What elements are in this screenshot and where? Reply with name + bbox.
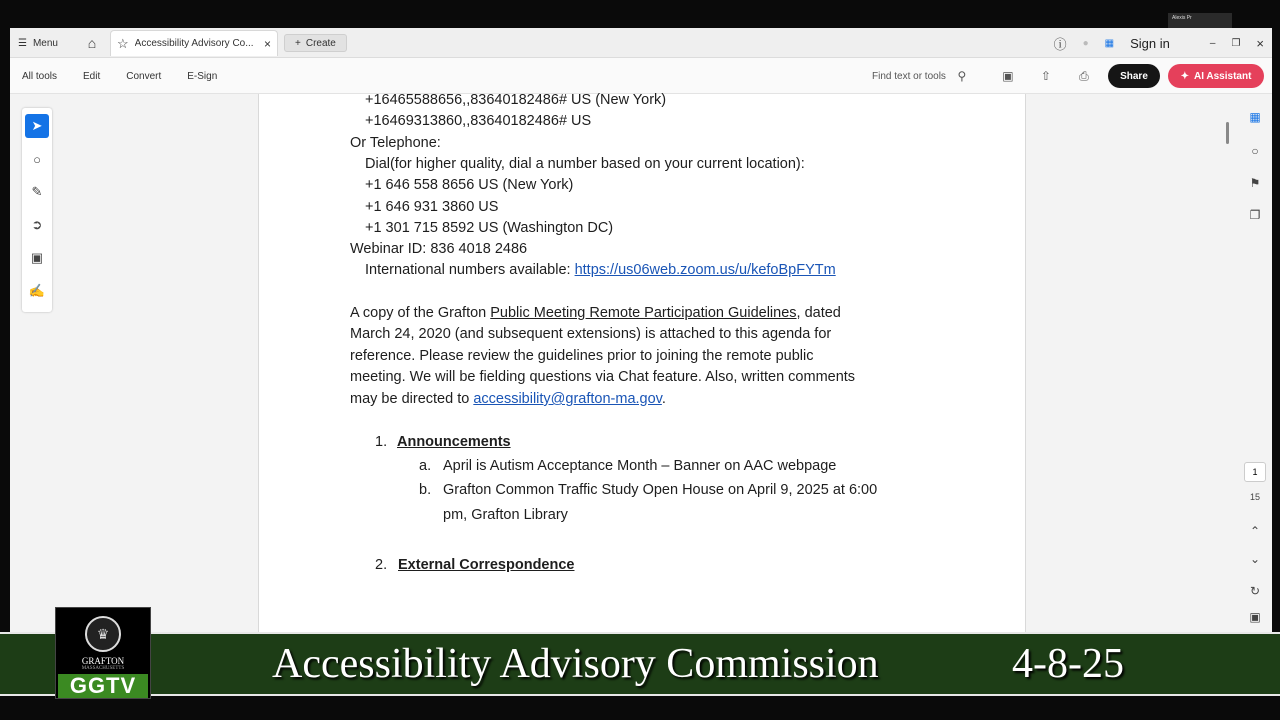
dial-instructions: Dial(for higher quality, dial a number based on your current location): <box>365 156 805 172</box>
agenda-item-1-title: Announcements <box>397 434 511 450</box>
broadcast-banner <box>0 632 1280 696</box>
restore-icon[interactable]: ❐ <box>1231 37 1241 49</box>
total-pages: 15 <box>1249 492 1260 502</box>
comment-icon[interactable]: ○ <box>33 151 41 167</box>
search-icon[interactable]: ⚲ <box>957 69 967 83</box>
close-window-icon[interactable]: × <box>1256 35 1264 51</box>
broadcast-date: 4-8-25 <box>1012 641 1124 687</box>
dial-number-1: +16465588656,,83640182486# US (New York) <box>365 92 667 108</box>
p5-suffix: . <box>661 391 666 407</box>
phone-number-1: +1 646 558 8656 US (New York) <box>365 177 574 193</box>
ggtv-logo <box>55 607 151 699</box>
p1-prefix: A copy of the Grafton <box>350 305 491 321</box>
chevron-up-icon[interactable]: ⌃ <box>1249 524 1261 538</box>
home-button[interactable] <box>82 28 102 58</box>
plus-icon: + <box>295 37 301 49</box>
paragraph-line-3: reference. Please review the guidelines prior to joining the remote public <box>350 348 814 364</box>
save-icon[interactable]: ▣ <box>1002 69 1014 83</box>
menu-label: Menu <box>32 37 58 49</box>
agenda-item-1-number: 1. <box>375 434 388 450</box>
logo-state-name: MASSACHUSETTS <box>81 666 125 671</box>
p5-prefix: may be directed to <box>350 391 474 407</box>
esign-menu[interactable]: E-Sign <box>187 70 218 82</box>
tools-menu <box>22 58 217 94</box>
phone-number-3: +1 301 715 8592 US (Washington DC) <box>365 220 614 236</box>
broadcast-title: Accessibility Advisory Commission <box>272 641 879 687</box>
draw-lasso-icon[interactable]: ➲ <box>31 217 43 232</box>
select-cursor-icon[interactable]: ➤ <box>25 114 49 138</box>
agenda-item-1b-line-1: Grafton Common Traffic Study Open House on April 9, 2025 at 6:00 <box>443 482 878 498</box>
ai-assistant-button[interactable] <box>1168 64 1264 88</box>
chevron-down-icon[interactable]: ⌄ <box>1249 552 1261 566</box>
logo-brand: GGTV <box>58 674 148 698</box>
window-controls <box>1054 28 1264 58</box>
international-label: International numbers available: <box>365 262 575 278</box>
agenda-item-1b-line-2: pm, Grafton Library <box>443 507 568 523</box>
vertical-scrollbar[interactable] <box>1226 122 1229 144</box>
title-bar <box>10 28 1272 58</box>
town-seal-icon: ♛ <box>85 616 121 652</box>
edit-menu[interactable]: Edit <box>83 70 101 82</box>
current-page-input[interactable]: 1 <box>1244 462 1266 482</box>
rotate-icon[interactable]: ↻ <box>1249 584 1261 598</box>
international-numbers <box>365 261 836 279</box>
menu-button[interactable] <box>18 28 80 58</box>
apps-grid-icon[interactable]: ▦ <box>1104 37 1115 49</box>
or-telephone: Or Telephone: <box>350 135 441 151</box>
dial-number-2: +16469313860,,83640182486# US <box>365 113 592 129</box>
p1-suffix: , dated <box>796 305 841 321</box>
quick-tools-panel <box>22 108 52 312</box>
zoom-link[interactable]: https://us06web.zoom.us/u/kefoBpFYTm <box>574 262 836 278</box>
agenda-item-2-title: External Correspondence <box>398 557 575 573</box>
text-box-icon[interactable]: ▣ <box>30 250 44 265</box>
paragraph-line-4: meeting. We will be fielding questions via Chat feature. Also, written comments <box>350 369 856 385</box>
agenda-item-1a: April is Autism Acceptance Month – Banner on AAC webpage <box>443 458 837 474</box>
tools-bar <box>10 58 1272 94</box>
convert-menu[interactable]: Convert <box>126 70 162 82</box>
print-icon[interactable]: ⎙ <box>1079 68 1089 83</box>
find-tools[interactable] <box>872 58 1092 94</box>
guidelines-link[interactable]: Public Meeting Remote Participation Guidelines <box>490 305 797 321</box>
phone-number-2: +1 646 931 3860 US <box>365 199 499 215</box>
email-link[interactable]: accessibility@grafton-ma.gov <box>473 391 662 407</box>
copy-pages-icon[interactable]: ❐ <box>1249 208 1261 222</box>
webinar-id: Webinar ID: 836 4018 2486 <box>350 241 528 257</box>
create-label: Create <box>305 37 336 49</box>
paragraph-line-2: March 24, 2020 (and subsequent extensions) is attached to this agenda for <box>350 326 832 342</box>
share-button[interactable]: Share <box>1108 64 1160 88</box>
sign-pen-icon[interactable]: ✍ <box>28 283 46 298</box>
find-input[interactable]: Find text or tools <box>872 70 946 82</box>
participant-thumbnail: Alexis Pr <box>1168 13 1232 28</box>
acrobat-window <box>10 28 1272 632</box>
star-icon[interactable]: ☆ <box>117 35 129 51</box>
paragraph-line-5 <box>350 390 666 408</box>
create-button[interactable] <box>284 34 347 52</box>
hamburger-icon: ☰ <box>18 37 27 49</box>
agenda-item-2-number: 2. <box>375 557 388 573</box>
bell-icon[interactable]: ● <box>1082 37 1089 49</box>
document-viewer <box>10 94 1272 632</box>
help-icon[interactable]: ⓘ <box>1053 36 1067 52</box>
upload-icon[interactable]: ⇧ <box>1040 69 1051 83</box>
comments-panel-icon[interactable]: ○ <box>1251 144 1259 158</box>
all-tools-menu[interactable]: All tools <box>22 70 58 82</box>
pdf-page <box>258 94 1026 632</box>
logo-town-name: GRAFTON <box>81 656 125 666</box>
highlight-pen-icon[interactable]: ✎ <box>31 184 43 199</box>
right-panel <box>1236 94 1272 632</box>
organize-pages-icon[interactable]: ▦ <box>1249 110 1261 124</box>
agenda-item-1a-marker: a. <box>419 458 432 474</box>
ai-assistant-label: AI Assistant <box>1193 70 1252 82</box>
document-tab[interactable] <box>110 30 278 56</box>
paragraph-line-1 <box>350 304 841 322</box>
ai-sparkle-icon: ✦ <box>1180 70 1189 82</box>
close-tab-icon[interactable]: × <box>263 36 271 51</box>
save-page-icon[interactable]: ▣ <box>1249 610 1261 624</box>
sign-in-link[interactable]: Sign in <box>1130 35 1170 51</box>
agenda-item-1b-marker: b. <box>419 482 432 498</box>
home-icon: ⌂ <box>87 35 97 51</box>
tab-title: Accessibility Advisory Co... <box>134 38 254 49</box>
minimize-icon[interactable]: – <box>1209 37 1216 49</box>
bookmark-icon[interactable]: ⚑ <box>1249 176 1261 190</box>
